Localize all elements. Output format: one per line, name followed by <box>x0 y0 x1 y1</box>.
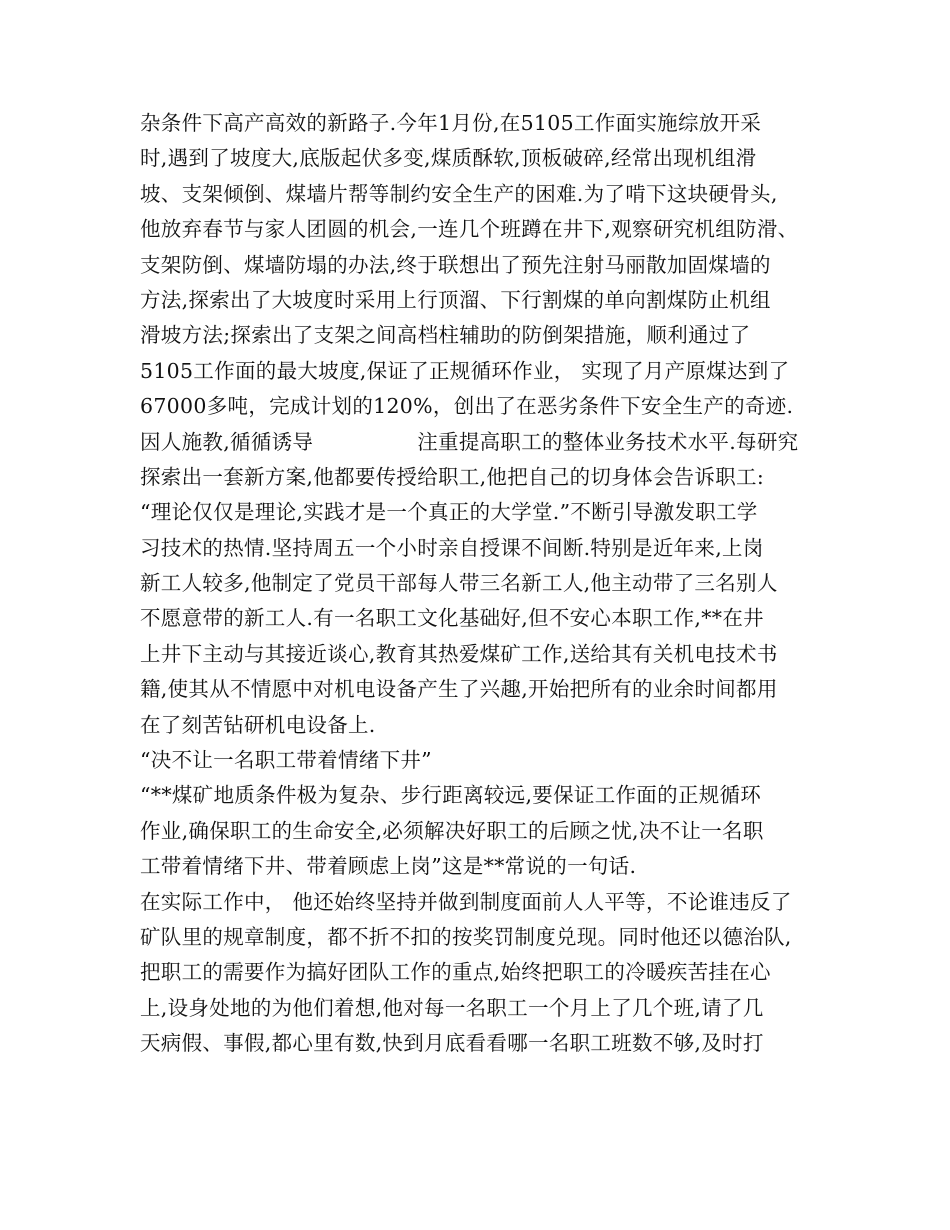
text-line: 矿队里的规章制度，都不折不扣的按奖罚制度兑现。同时他还以德治队, <box>140 924 792 949</box>
text-line: 天病假、事假,都心里有数,快到月底看看哪一名职工班数不够,及时打 <box>140 1031 764 1056</box>
text-line: 作业,确保职工的生命安全,必须解决好职工的后顾之忧,决不让一名职 <box>140 818 764 843</box>
text-line: 他放弃春节与家人团圆的机会,一连几个班蹲在井下,观察研究机组防滑、 <box>140 217 799 242</box>
text-line: 把职工的需要作为搞好团队工作的重点,始终把职工的冷暖疾苦挂在心 <box>140 960 771 985</box>
text-line: 不愿意带的新工人.有一名职工文化基础好,但不安心本职工作,**在井 <box>140 606 764 631</box>
text-line: 在了刻苦钻研机电设备上. <box>140 712 376 737</box>
text-line: 在实际工作中， 他还始终坚持并做到制度面前人人平等，不论谁违反了 <box>140 889 792 914</box>
text-line: 上,设身处地的为他们着想,他对每一名职工一个月上了几个班,请了几 <box>140 995 764 1020</box>
text-line: 5105工作面的最大坡度,保证了正规循环作业， 实现了月产原煤达到了 <box>140 358 790 383</box>
text-line: 因人施教,循循诱导 注重提高职工的整体业务技术水平.每研究 <box>140 429 799 454</box>
text-line: “**煤矿地质条件极为复杂、步行距离较远,要保证工作面的正规循环 <box>140 783 762 808</box>
text-line: 时,遇到了坡度大,底版起伏多变,煤质酥软,顶板破碎,经常出现机组滑 <box>140 146 757 171</box>
body-text <box>140 106 830 1062</box>
text-line: 籍,使其从不情愿中对机电设备产生了兴趣,开始把所有的业余时间都用 <box>140 677 778 702</box>
text-line: 新工人较多,他制定了党员干部每人带三名新工人,他主动带了三名别人 <box>140 571 778 596</box>
text-line: 上井下主动与其接近谈心,教育其热爱煤矿工作,送给其有关机电技术书 <box>140 641 778 666</box>
section-heading: “决不让一名职工带着情绪下井” <box>140 748 432 773</box>
text-line: 滑坡方法;探索出了支架之间高档柱辅助的防倒架措施，顺利通过了 <box>140 323 751 348</box>
text-line: 支架防倒、煤墙防塌的办法,终于联想出了预先注射马丽散加固煤墙的 <box>140 252 771 277</box>
text-line: “理论仅仅是理论,实践才是一个真正的大学堂.”不断引导激发职工学 <box>140 500 758 525</box>
text-line: 探索出一套新方案,他都要传授给职工,他把自己的切身体会告诉职工: <box>140 464 765 489</box>
text-line: 坡、支架倾倒、煤墙片帮等制约安全生产的困难.为了啃下这块硬骨头, <box>140 181 778 206</box>
text-line: 工带着情绪下井、带着顾虑上岗”这是**常说的一句话. <box>140 854 637 879</box>
text-line: 习技术的热情.坚持周五一个小时亲自授课不间断.特别是近年来,上岗 <box>140 535 764 560</box>
text-line: 杂条件下高产高效的新路子.今年1月份,在5105工作面实施综放开采 <box>140 111 762 135</box>
text-line: 67000多吨，完成计划的120%，创出了在恶劣条件下安全生产的奇迹. <box>140 394 794 419</box>
text-line: 方法,探索出了大坡度时采用上行顶溜、下行割煤的单向割煤防止机组 <box>140 287 771 312</box>
